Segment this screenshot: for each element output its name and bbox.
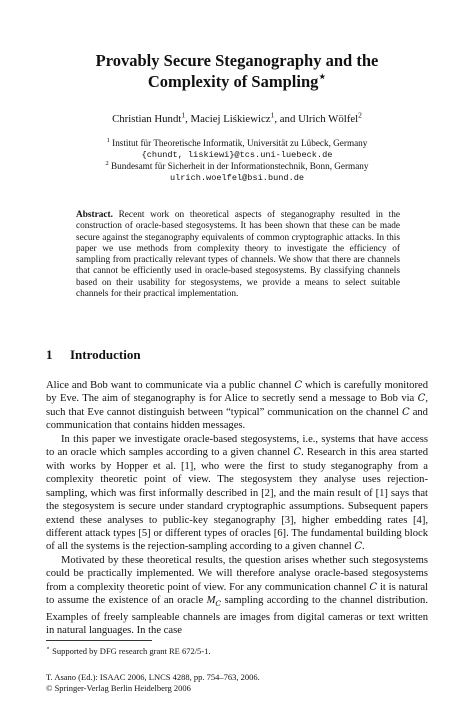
affiliation-2 bbox=[70, 161, 404, 173]
author-separator: , bbox=[274, 113, 280, 125]
channel-symbol: C bbox=[293, 447, 302, 459]
paper-title bbox=[40, 50, 434, 92]
text-run: Motivated by these theoretical results, the question arises whether such stegosystems could be practically implemented. We will therefore analyse oracle-based stegosystems from a complexity theoretic point of view. For any communication channel bbox=[46, 554, 428, 593]
publication-info bbox=[46, 672, 260, 694]
text-run: it is natural to assume the existence of an oracle bbox=[46, 581, 429, 607]
author-name: Maciej Liśkiewicz bbox=[190, 113, 271, 125]
paragraph-2 bbox=[46, 433, 428, 554]
author-and: and bbox=[279, 113, 299, 125]
affiliation-1-email: {chundt, liskiewi}@tcs.uni-luebeck.de bbox=[141, 149, 333, 160]
author-affil-marker: 1 bbox=[181, 110, 186, 120]
copyright-notice: © Springer-Verlag Berlin Heidelberg 2006 bbox=[46, 683, 191, 693]
affiliation-marker: 2 bbox=[105, 160, 109, 168]
affiliations bbox=[70, 138, 404, 184]
section-heading bbox=[46, 347, 141, 363]
text-run: sampling according to the channel distribution. Examples of freely sampleable channels are images from digital cameras or text written in natural languages. In the case bbox=[46, 595, 428, 637]
author-affil-marker: 1 bbox=[270, 110, 275, 120]
text-run: In this paper we investigate oracle-based stegosystems, i.e., systems that have access to an oracle which samples according to a given channel bbox=[46, 433, 428, 459]
oracle-subscript: C bbox=[215, 599, 222, 609]
author-name: Ulrich Wölfel bbox=[298, 113, 359, 125]
text-run: , such that Eve cannot distinguish between “typical” communication on the channel bbox=[46, 393, 428, 418]
text-run: . bbox=[362, 541, 365, 553]
footnote-text: Supported by DFG research grant RE 672/5-1. bbox=[52, 646, 211, 656]
affiliation-marker: 1 bbox=[106, 136, 110, 144]
channel-symbol: C bbox=[417, 393, 426, 405]
oracle-symbol: M bbox=[206, 595, 216, 607]
paragraph-3 bbox=[46, 554, 428, 638]
author-list bbox=[40, 112, 434, 126]
abstract-text: Recent work on theoretical aspects of steganography resulted in the construction of oracle-based stegosystems. It has been shown that these can be made secure against the steganography equivalents of common cryptographic attacks. In this paper we use methods from complexity theory to investigate the efficiency of sampling from practically relevant types of channels. We show that there are channels that cannot be efficiently used in oracle-based stegosystems. By classifying channels based on their usability for stegosystems, we provide a means to select suitable channels for their practical implementation. bbox=[76, 210, 400, 300]
footnote-rule bbox=[46, 640, 152, 641]
section-title: Introduction bbox=[70, 347, 141, 362]
author-separator: , bbox=[185, 113, 191, 125]
publication-citation: T. Asano (Ed.): ISAAC 2006, LNCS 4288, pp. 754–763, 2006. bbox=[46, 672, 260, 682]
footnote bbox=[46, 646, 211, 657]
abstract-label: Abstract. bbox=[76, 210, 113, 220]
affiliation-2-email: ulrich.woelfel@bsi.bund.de bbox=[169, 172, 305, 183]
text-run: which is carefully monitored by Eve. The aim of steganography is for Alice to secretly send a message to Bob via bbox=[46, 380, 428, 405]
author-name: Christian Hundt bbox=[112, 113, 182, 125]
footnote-marker: ⋆ bbox=[46, 645, 50, 653]
channel-symbol: C bbox=[294, 380, 303, 391]
affiliation-text: Bundesamt für Sicherheit in der Informationstechnik, Bonn, Germany bbox=[111, 161, 369, 172]
paragraph-1 bbox=[46, 379, 428, 433]
title-line-2-text: Complexity of Sampling bbox=[147, 72, 319, 91]
channel-symbol: C bbox=[369, 581, 378, 593]
text-run: Alice and Bob want to communicate via a public channel bbox=[46, 380, 295, 391]
channel-symbol: C bbox=[401, 406, 410, 418]
abstract bbox=[76, 210, 400, 300]
author-affil-marker: 2 bbox=[358, 110, 362, 120]
text-run: . Research in this area started with works by Hopper et al. [1], who were the first to study steganography from a complexity theoretic point of view. The stegosystem they analyse uses rejection-sampling, which was first informally described in [2], and the main result of [1] says that the stegosystem is secure under standard cryptographic assumptions. Subsequent papers extend these analyses to public-key steganography [3], higher embedding rates [4], different attack types [5] or different types of oracles [6]. The fundamental building block of all the systems is the rejection-sampling according to a given channel bbox=[46, 447, 428, 553]
affiliation-1 bbox=[70, 138, 404, 150]
body-text bbox=[46, 379, 428, 638]
title-line-2 bbox=[40, 71, 434, 92]
channel-symbol: C bbox=[354, 541, 363, 553]
text-run: and communication that contains hidden messages. bbox=[46, 406, 428, 432]
title-footnote-marker: ⋆ bbox=[318, 69, 327, 84]
section-number: 1 bbox=[46, 347, 53, 362]
affiliation-text: Institut für Theoretische Informatik, Universität zu Lübeck, Germany bbox=[112, 138, 368, 148]
title-line-1: Provably Secure Steganography and the bbox=[95, 51, 379, 70]
